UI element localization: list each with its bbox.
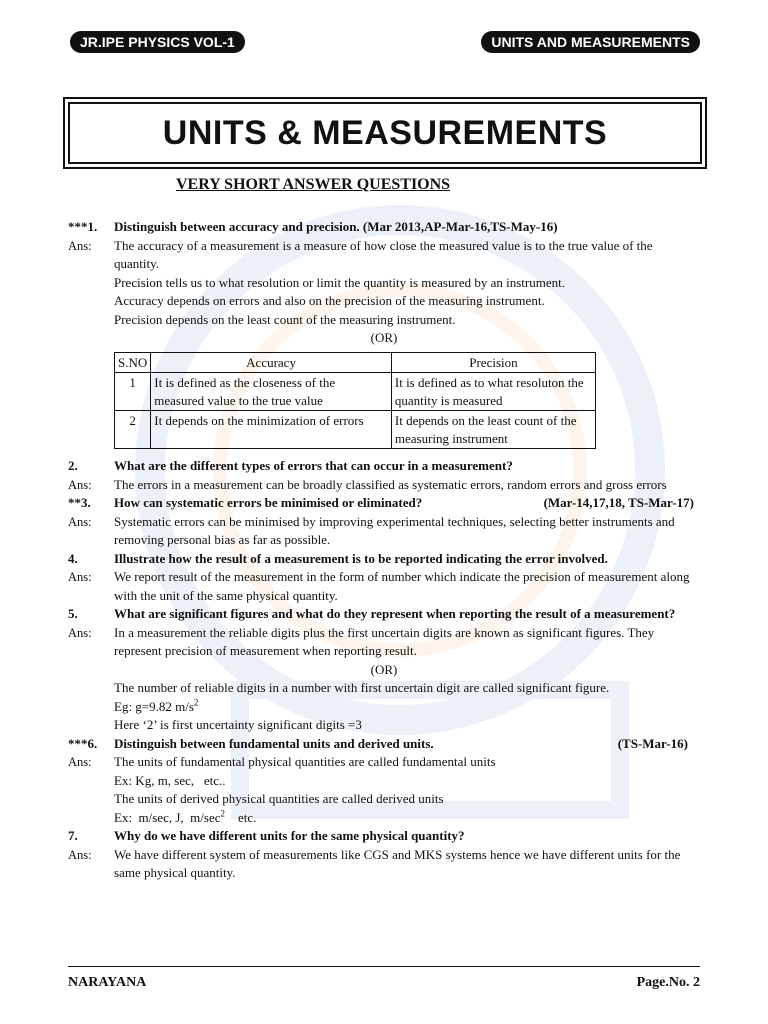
question-text: Distinguish between fundamental units and derived units. xyxy=(114,735,434,751)
example-line xyxy=(114,809,700,828)
question-line xyxy=(114,735,700,754)
question-4 xyxy=(68,550,700,569)
answer-line: Precision tells us to what resolution or limit the quantity is measured by an instrument. xyxy=(114,274,565,290)
question-number: 7. xyxy=(68,828,78,843)
question-5 xyxy=(68,605,700,624)
answer-line: Precision depends on the least count of the measuring instrument. xyxy=(114,311,456,327)
question-1 xyxy=(68,218,700,237)
superscript: 2 xyxy=(193,697,199,708)
answer-5 xyxy=(68,624,700,661)
question-text: Distinguish between accuracy and precision. (Mar 2013,AP-Mar-16,TS-May-16) xyxy=(114,219,558,234)
answer-4 xyxy=(68,568,700,605)
question-number: 2. xyxy=(68,458,78,473)
answer-7 xyxy=(68,846,700,883)
ans-label: Ans: xyxy=(68,238,92,253)
answer-line: The units of fundamental physical quantities are called fundamental units xyxy=(114,754,496,769)
ans-label: Ans: xyxy=(68,570,92,584)
question-reference: (Mar-14,17,18, TS-Mar-17) xyxy=(543,495,694,510)
footer-brand: NARAYANA xyxy=(68,975,147,990)
content xyxy=(68,218,700,883)
answer-3 xyxy=(68,513,700,550)
or-separator: (OR) xyxy=(370,661,398,677)
comparison-table xyxy=(114,352,596,450)
table-cell: It depends on the least count of the measuring instrument xyxy=(391,411,595,449)
example-text: Ex: m/sec, J, m/sec xyxy=(114,809,221,825)
answer-line: The accuracy of a measurement is a measure of how close the measured value is to the true value of the quantity. xyxy=(114,237,653,271)
answer-2 xyxy=(68,476,700,495)
question-text: What are the different types of errors that can occur in a measurement? xyxy=(114,458,513,473)
table-cell: It is defined as the closeness of the measured value to the true value xyxy=(151,373,392,411)
question-text: How can systematic errors be minimised or eliminated? xyxy=(114,495,423,510)
or-separator: (OR) xyxy=(370,330,398,345)
table-cell: 1 xyxy=(115,373,151,411)
question-7 xyxy=(68,827,700,846)
question-2 xyxy=(68,457,700,476)
answer-6 xyxy=(68,753,700,772)
answer-text: We have different system of measurements like CGS and MKS systems hence we have different units for the same physical quantity. xyxy=(114,846,681,880)
table-header: S.NO xyxy=(115,352,151,373)
example-text: Eg: g=9.82 m/s xyxy=(114,698,194,714)
question-text: Why do we have different units for the same physical quantity? xyxy=(114,828,465,843)
table-cell: It is defined as to what resoluton the quantity is measured xyxy=(391,373,595,411)
question-line xyxy=(114,494,700,513)
answer-line: Here ‘2’ is first uncertainty significant digits =3 xyxy=(114,717,362,732)
page-number: Page.No. 2 xyxy=(636,975,700,990)
page-title: UNITS & MEASUREMENTS xyxy=(162,113,608,152)
ans-label: Ans: xyxy=(68,755,92,769)
superscript: 2 xyxy=(220,808,226,819)
answer-line: The units of derived physical quantities are called derived units xyxy=(114,791,444,806)
ans-label: Ans: xyxy=(68,847,92,862)
question-number: **3. xyxy=(68,495,91,510)
question-3 xyxy=(68,494,700,513)
section-heading: VERY SHORT ANSWER QUESTIONS xyxy=(176,176,451,193)
question-6 xyxy=(68,735,700,754)
question-reference: (TS-Mar-16) xyxy=(617,735,688,751)
ans-label: Ans: xyxy=(68,625,92,640)
table-cell: It depends on the minimization of errors xyxy=(151,411,392,449)
example-text: etc. xyxy=(225,809,257,825)
answer-1 xyxy=(68,237,700,274)
answer-line: Ex: Kg, m, sec, etc.. xyxy=(114,772,226,788)
answer-text: We report result of the measurement in the form of number which indicate the precision of measurement along with the unit of the same physical quantity. xyxy=(114,569,690,603)
table-header: Precision xyxy=(391,352,595,373)
header-left-pill: JR.IPE PHYSICS VOL-1 xyxy=(70,31,245,53)
question-number: 5. xyxy=(68,606,78,621)
question-number: ***6. xyxy=(68,735,98,751)
table-header-row xyxy=(115,352,596,373)
answer-text: Systematic errors can be minimised by improving experimental techniques, selecting better instruments and removing personal bias as far as possible. xyxy=(114,513,675,547)
table-row xyxy=(115,411,596,449)
footer-divider xyxy=(68,966,700,967)
answer-line: Accuracy depends on errors and also on the precision of the measuring instrument. xyxy=(114,293,545,308)
question-text: Illustrate how the result of a measurement is to be reported indicating the error involved. xyxy=(114,550,608,566)
title-box xyxy=(68,102,702,164)
question-text: What are significant figures and what do they represent when reporting the result of a measurement? xyxy=(114,606,676,621)
example-line xyxy=(114,698,700,717)
answer-text: In a measurement the reliable digits plus the first uncertain digits are known as significant figures. They represent precision of measurement when reporting result. xyxy=(114,624,655,658)
answer-text: The errors in a measurement can be broadly classified as systematic errors, random errors and gross errors xyxy=(114,476,667,492)
answer-line: The number of reliable digits in a number with first uncertain digit are called significant figure. xyxy=(114,680,610,695)
table-row xyxy=(115,373,596,411)
table-cell: 2 xyxy=(115,411,151,449)
ans-label: Ans: xyxy=(68,514,92,529)
question-number: 4. xyxy=(68,550,78,566)
table-header: Accuracy xyxy=(151,352,392,373)
ans-label: Ans: xyxy=(68,477,92,492)
question-number: ***1. xyxy=(68,219,98,234)
header-right-pill: UNITS AND MEASUREMENTS xyxy=(481,31,700,53)
